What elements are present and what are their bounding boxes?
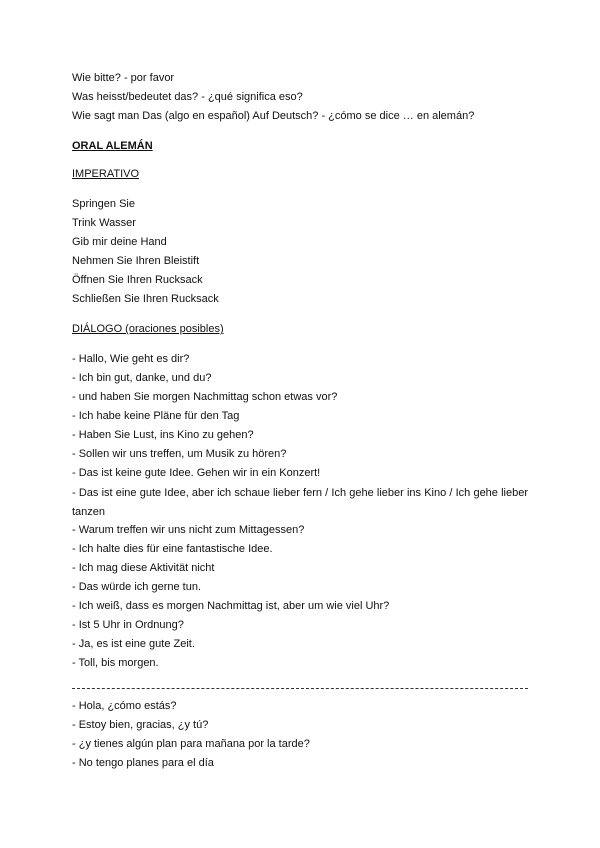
dialogue-line: - Das ist keine gute Idee. Gehen wir in ein Konzert! bbox=[72, 467, 321, 479]
dialogue-line: - Warum treffen wir uns nicht zum Mittagessen? bbox=[72, 524, 305, 536]
dialogue-line: - Ich mag diese Aktivität nicht bbox=[72, 562, 215, 574]
imperativo-item: Schließen Sie Ihren Rucksack bbox=[72, 293, 219, 305]
imperativo-title: IMPERATIVO bbox=[72, 168, 140, 180]
translation-line: - Hola, ¿cómo estás? bbox=[72, 700, 177, 712]
dialogue-line: - Ich bin gut, danke, und du? bbox=[72, 372, 212, 384]
intro-line: Wie bitte? - por favor bbox=[72, 72, 175, 84]
dialogue-line: - Ist 5 Uhr in Ordnung? bbox=[72, 619, 184, 631]
imperativo-item: Trink Wasser bbox=[72, 217, 136, 229]
dialogue-line: - Das würde ich gerne tun. bbox=[72, 581, 202, 593]
dialogue-line: - Das ist eine gute Idee, aber ich schaue lieber fern / Ich gehe lieber ins Kino / Ich gehe lieber tanzen bbox=[72, 487, 528, 518]
dialogue-line: - Hallo, Wie geht es dir? bbox=[72, 353, 190, 365]
imperativo-item: Gib mir deine Hand bbox=[72, 236, 167, 248]
imperativo-item: Springen Sie bbox=[72, 198, 135, 210]
translation-line: - No tengo planes para el día bbox=[72, 757, 214, 769]
dialogo-title: DIÁLOGO (oraciones posibles) bbox=[72, 323, 224, 335]
translation-line: - Estoy bien, gracias, ¿y tú? bbox=[72, 719, 209, 731]
dialogue-line: - Ich habe keine Pläne für den Tag bbox=[72, 410, 240, 422]
dialogue-line: - Sollen wir uns treffen, um Musik zu hören? bbox=[72, 448, 287, 460]
dialogue-line: - Toll, bis morgen. bbox=[72, 657, 159, 669]
imperativo-item: Öffnen Sie Ihren Rucksack bbox=[72, 274, 203, 286]
dialogue-line: - Ich halte dies für eine fantastische Idee. bbox=[72, 543, 273, 555]
dialogue-line: - und haben Sie morgen Nachmittag schon etwas vor? bbox=[72, 391, 338, 403]
intro-line: Was heisst/bedeutet das? - ¿qué significa eso? bbox=[72, 91, 303, 103]
translation-line: - ¿y tienes algún plan para mañana por la tarde? bbox=[72, 738, 310, 750]
dialogue-line: - Ich weiß, dass es morgen Nachmittag ist, aber um wie viel Uhr? bbox=[72, 600, 390, 612]
imperativo-item: Nehmen Sie Ihren Bleistift bbox=[72, 255, 200, 267]
dashed-separator bbox=[72, 688, 528, 689]
dialogue-line: - Ja, es ist eine gute Zeit. bbox=[72, 638, 195, 650]
intro-line: Wie sagt man Das (algo en español) Auf Deutsch? - ¿cómo se dice … en alemán? bbox=[72, 110, 475, 122]
section-title: ORAL ALEMÁN bbox=[72, 140, 153, 152]
dialogue-line: - Haben Sie Lust, ins Kino zu gehen? bbox=[72, 429, 254, 441]
